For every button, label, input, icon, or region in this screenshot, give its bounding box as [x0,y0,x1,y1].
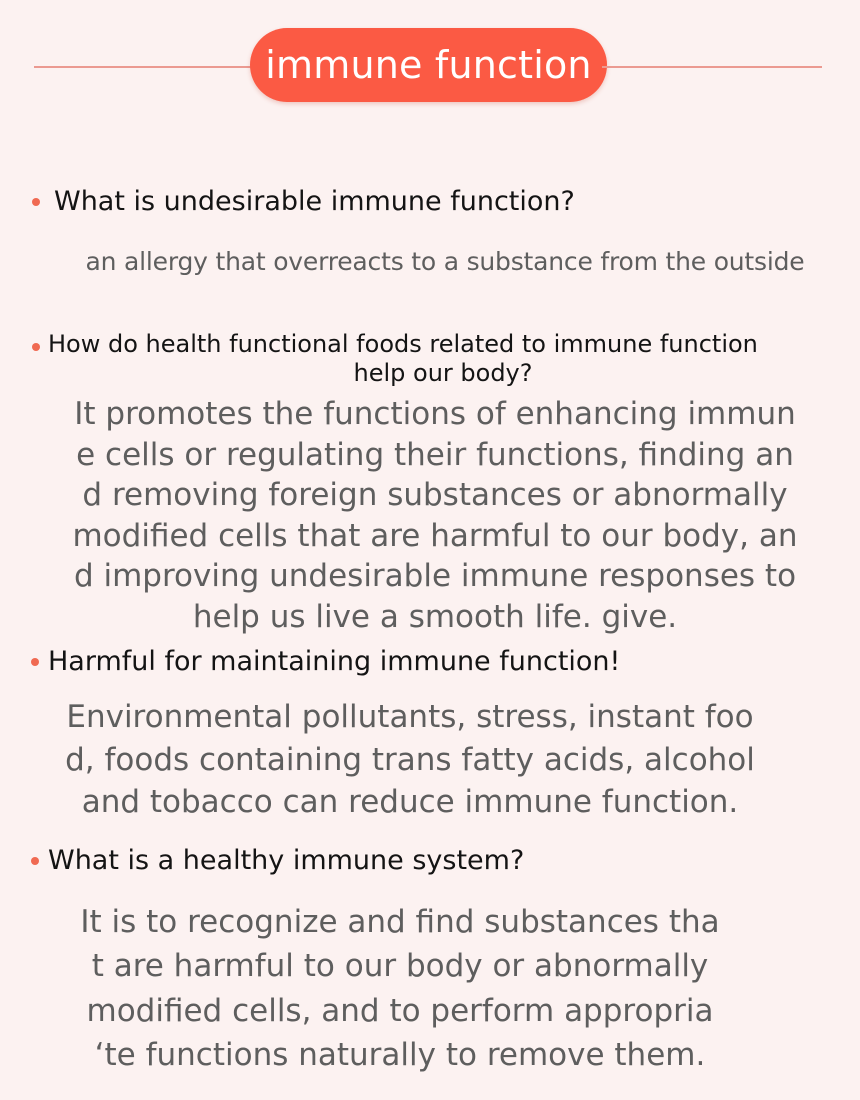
answer-health-functional-foods [40,394,830,637]
bullet-dot-icon [31,857,39,865]
answer-line: modified cells that are harmful to our body, an [72,517,798,554]
answer-undesirable-immune-function [40,247,850,276]
question-line: help our body? [353,359,533,387]
bullet-dot-icon [32,343,40,351]
question-healthy-immune-system [48,845,524,876]
question-line: How do health functional foods related to immune function [48,330,758,358]
answer-line: d removing foreign substances or abnormally [82,477,788,513]
answer-line: and tobacco can reduce immune function. [81,784,739,820]
header-divider-right [602,66,822,68]
question-text: Harmful for maintaining immune function! [48,646,621,677]
section-header [0,0,860,140]
answer-line: e cells or regulating their functions, finding an [76,436,794,473]
bullet-dot-icon [31,658,39,666]
answer-line: an allergy that overreacts to a substance from the outside [85,247,805,276]
answer-line: d improving undesirable immune responses to [73,558,797,594]
question-health-functional-foods [48,330,838,388]
question-undesirable-immune-function [54,186,575,217]
answer-harmful-factors [30,696,790,824]
bullet-dot-icon [32,198,40,206]
section-title: immune function [250,28,607,102]
answer-line: help us live a smooth life. give. [192,598,678,635]
answer-line: It is to recognize and find substances tha [80,904,720,940]
header-divider-left [34,66,252,68]
answer-healthy-immune-system [30,900,770,1077]
question-text: What is a healthy immune system? [48,845,525,876]
answer-line: ‘te functions naturally to remove them. [94,1036,706,1073]
question-text: What is undesirable immune function? [54,186,575,217]
question-harmful-factors [48,646,620,677]
answer-line: modified cells, and to perform appropria [86,992,714,1029]
answer-line: d, foods containing trans fatty acids, alcohol [65,741,755,778]
answer-line: It promotes the functions of enhancing immun [74,396,796,432]
answer-line: t are harmful to our body or abnormally [91,948,709,985]
answer-line: Environmental pollutants, stress, instant foo [66,699,754,735]
